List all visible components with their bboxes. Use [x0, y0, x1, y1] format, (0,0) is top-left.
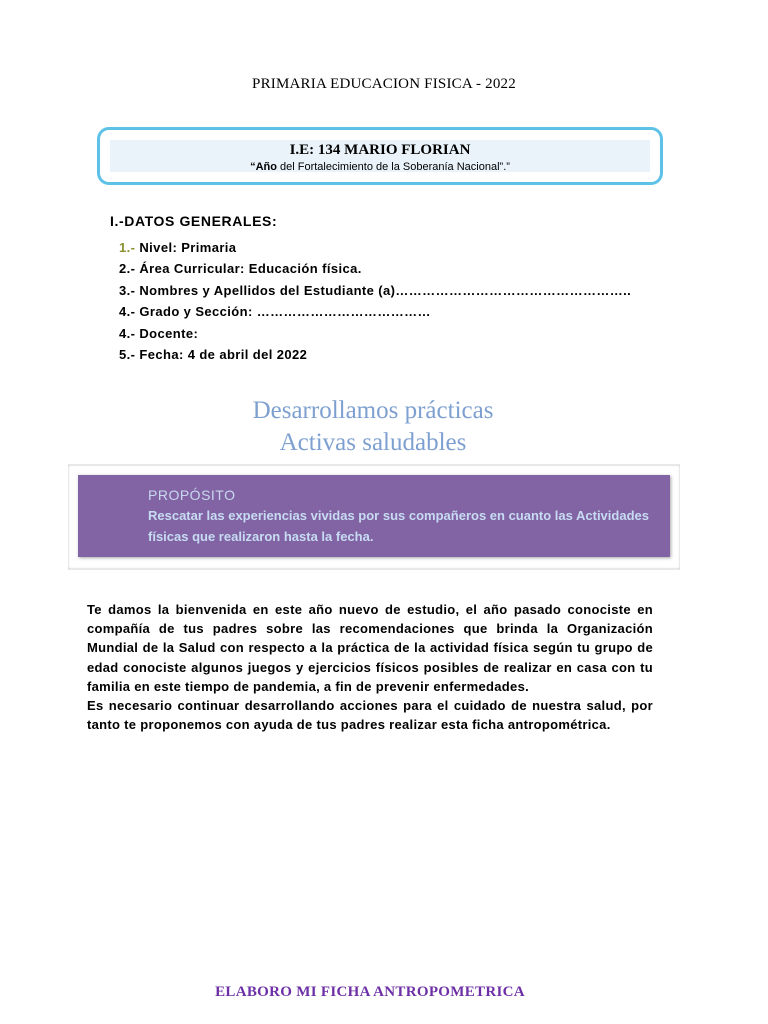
datos-item-nombres	[119, 280, 631, 301]
welcome-body	[87, 600, 653, 734]
proposito-text: Rescatar las experiencias vividas por sus compañeros en cuanto las Actividades físicas que realizaron hasta la fecha.	[148, 508, 649, 544]
datos-item-text: Nivel: Primaria	[135, 240, 237, 255]
activity-title-line2: Activas saludables	[279, 429, 467, 456]
datos-generales-list	[119, 237, 631, 365]
document-header-title: PRIMARIA EDUCACION FISICA - 2022	[252, 76, 516, 92]
welcome-paragraph-2: Es necesario continuar desarrollando acciones para el cuidado de nuestra salud, por tanto te proponemos con ayuda de tus padres realizar esta ficha antropométrica.	[87, 698, 653, 733]
welcome-paragraph-1: Te damos la bienvenida en este año nuevo de estudio, el año pasado conociste en compañía de tus padres sobre las recomendaciones que brinda la Organización Mundial de la Salud con respecto a la práctica de la actividad física según tu grupo de edad conociste algunos juegos y ejercicios físicos posibles de realizar en casa con tu familia en este tiempo de pandemia, a fin de prevenir enfermedades.	[87, 602, 653, 694]
datos-item-docente	[119, 323, 631, 344]
footer-title: ELABORO MI FICHA ANTROPOMETRICA	[215, 984, 525, 1000]
datos-item-text: Área Curricular: Educación física.	[135, 261, 362, 277]
datos-item-number: 5.-	[119, 346, 136, 362]
school-info-inner	[110, 140, 650, 172]
proposito-frame	[68, 464, 680, 570]
datos-item-fecha	[119, 344, 631, 365]
datos-item-text: Docente:	[135, 325, 199, 341]
proposito-heading: PROPÓSITO	[148, 487, 236, 503]
datos-item-text: Nombres y Apellidos del Estudiante (a)……………………………………………..	[135, 282, 632, 298]
datos-item-number: 1.-	[119, 240, 136, 255]
datos-item-grado	[119, 301, 631, 322]
datos-item-nivel	[119, 237, 631, 258]
datos-item-number: 3.-	[119, 282, 136, 298]
school-motto-prefix: “Año	[250, 161, 277, 173]
datos-item-number: 4.-	[119, 304, 136, 320]
school-name: I.E: 134 MARIO FLORIAN	[289, 142, 471, 158]
activity-title-line1: Desarrollamos prácticas	[252, 397, 494, 424]
datos-item-number: 2.-	[119, 261, 136, 277]
datos-item-text: Grado y Sección: …………………………………	[135, 304, 431, 320]
proposito-box	[78, 475, 670, 557]
school-info-box	[97, 127, 663, 185]
activity-title	[0, 395, 746, 459]
datos-item-number: 4.-	[119, 325, 136, 341]
school-motto	[110, 161, 650, 173]
datos-item-area	[119, 258, 631, 279]
datos-generales-heading: I.-DATOS GENERALES:	[110, 213, 278, 229]
datos-item-text: Fecha: 4 de abril del 2022	[135, 346, 308, 362]
school-motto-rest: del Fortalecimiento de la Soberanía Nacional”.”	[276, 161, 510, 173]
